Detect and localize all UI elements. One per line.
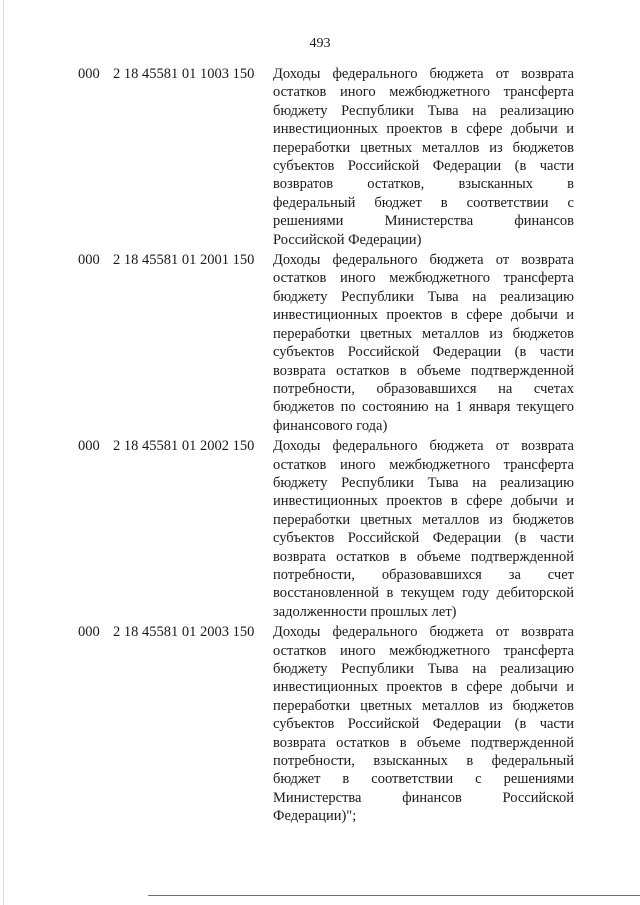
description-line: Доходы федерального бюджета от возврата bbox=[273, 252, 574, 269]
budget-code-entry bbox=[0, 437, 640, 621]
admin-code: 000 bbox=[78, 438, 100, 455]
description-line: инвестиционных проектов в сфере добычи и bbox=[273, 679, 574, 696]
description-line: Доходы федерального бюджета от возврата bbox=[273, 438, 574, 455]
description-line: потребности, взысканных в федеральный bbox=[273, 753, 574, 770]
description-line: остатков иного межбюджетного трансферта bbox=[273, 456, 574, 473]
description-line: переработки цветных металлов из бюджетов bbox=[273, 511, 574, 528]
entry-description bbox=[273, 65, 574, 249]
admin-code: 000 bbox=[78, 624, 100, 641]
admin-code: 000 bbox=[78, 252, 100, 269]
budget-classification-code: 2 18 45581 01 2001 150 bbox=[113, 252, 255, 269]
description-line: переработки цветных металлов из бюджетов bbox=[273, 325, 574, 342]
description-line: потребности, образовавшихся на счетах bbox=[273, 380, 574, 397]
entry-description bbox=[273, 251, 574, 435]
description-line: бюджету Республики Тыва на реализацию bbox=[273, 474, 574, 491]
description-line: Федерации)"; bbox=[273, 808, 357, 825]
description-line: возврата остатков в объеме подтвержденной bbox=[273, 548, 574, 565]
description-line: задолженности прошлых лет) bbox=[273, 603, 457, 620]
budget-classification-code: 2 18 45581 01 2002 150 bbox=[113, 438, 255, 455]
description-line: финансового года) bbox=[273, 417, 388, 434]
description-line: инвестиционных проектов в сфере добычи и bbox=[273, 307, 574, 324]
description-line: субъектов Российской Федерации (в части bbox=[273, 344, 574, 361]
admin-code: 000 bbox=[78, 66, 100, 82]
description-line: Российской Федерации) bbox=[273, 231, 422, 248]
entry-description bbox=[273, 437, 574, 621]
budget-classification-code: 2 18 45581 01 2003 150 bbox=[113, 624, 255, 641]
description-line: бюджету Республики Тыва на реализацию bbox=[273, 288, 574, 305]
description-line: переработки цветных металлов из бюджетов bbox=[273, 139, 574, 156]
budget-code-entry bbox=[0, 251, 640, 435]
description-line: решениями Министерства финансов bbox=[273, 213, 574, 230]
description-line: бюджету Республики Тыва на реализацию bbox=[273, 102, 574, 119]
description-line: переработки цветных металлов из бюджетов bbox=[273, 697, 574, 714]
description-line: остатков иного межбюджетного трансферта bbox=[273, 84, 574, 101]
description-line: возврата остатков в объеме подтвержденной bbox=[273, 362, 574, 379]
description-line: бюджет в соответствии с решениями bbox=[273, 771, 574, 788]
description-line: федеральный бюджет в соответствии с bbox=[273, 194, 574, 211]
description-line: восстановленной в текущем году дебиторской bbox=[273, 585, 574, 602]
description-line: бюджету Республики Тыва на реализацию bbox=[273, 661, 574, 677]
description-line: возврата остатков в объеме подтвержденной bbox=[273, 734, 574, 751]
budget-code-entry bbox=[0, 623, 640, 825]
page-number: 493 bbox=[309, 36, 331, 51]
description-line: возвратов остатков, взысканных в bbox=[273, 176, 574, 193]
description-line: потребности, образовавшихся за счет bbox=[273, 566, 574, 583]
description-line: Доходы федерального бюджета от возврата bbox=[273, 66, 574, 82]
scan-bottom-rule bbox=[148, 895, 640, 896]
description-line: субъектов Российской Федерации (в части bbox=[273, 716, 574, 733]
description-line: субъектов Российской Федерации (в части bbox=[273, 530, 574, 547]
description-line: бюджетов по состоянию на 1 января текущего bbox=[273, 399, 574, 416]
description-line: остатков иного межбюджетного трансферта bbox=[273, 270, 574, 287]
budget-code-entry bbox=[0, 65, 640, 249]
entry-description bbox=[273, 623, 574, 825]
description-line: Министерства финансов Российской bbox=[273, 789, 574, 806]
budget-code-list bbox=[0, 65, 640, 828]
description-line: инвестиционных проектов в сфере добычи и bbox=[273, 493, 574, 510]
description-line: субъектов Российской Федерации (в части bbox=[273, 158, 574, 175]
description-line: Доходы федерального бюджета от возврата bbox=[273, 624, 574, 641]
description-line: инвестиционных проектов в сфере добычи и bbox=[273, 121, 574, 138]
description-line: остатков иного межбюджетного трансферта bbox=[273, 642, 574, 659]
budget-classification-code: 2 18 45581 01 1003 150 bbox=[113, 66, 255, 82]
